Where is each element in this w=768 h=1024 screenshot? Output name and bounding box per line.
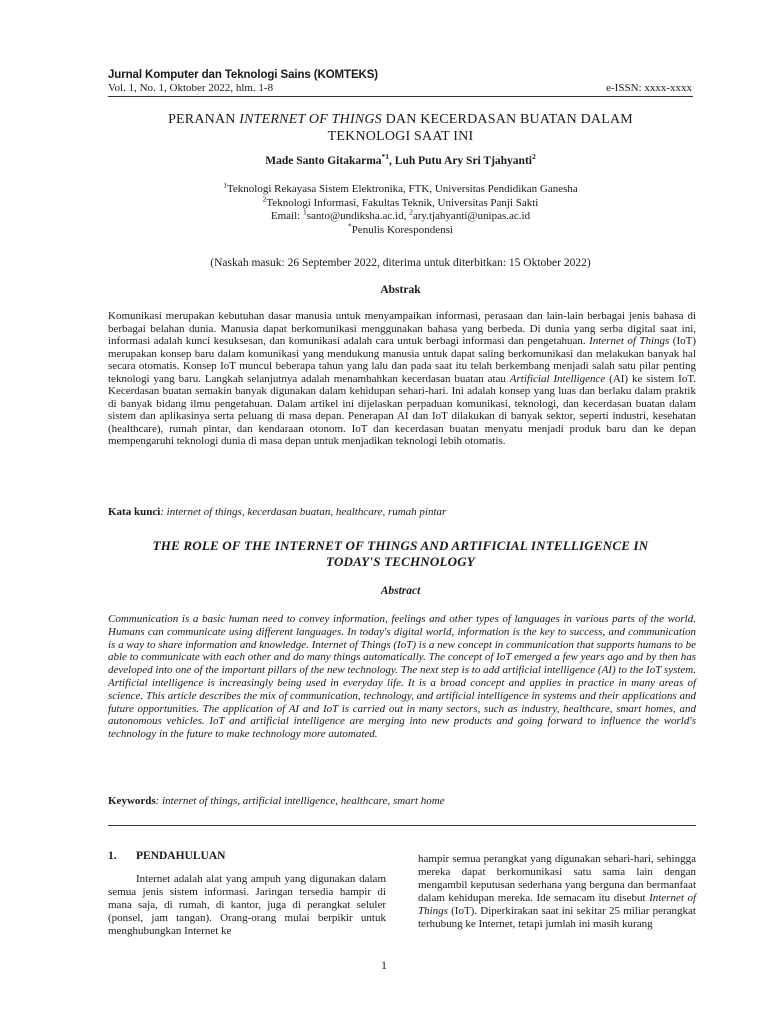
abstract-body: Communication is a basic human need to convey information, feelings and other types of languages in various parts of the world. Humans can communicate using different languages. In today's digital world, information is the key to success, and communication is a way to share information and knowledge. Internet of Things (IoT) is a new concept in communication that supports humans to be able to communicate with each other and do many things automatically. The concept of IoT emerged a few years ago and by then has developed into one of the important pillars of the new technology. The next step is to add artificial intelligence (AI) to the IoT system. Artificial intelligence is increasingly being used in everyday life. It is a broad concept and applies in practice in many areas of science. This article describes the mix of communication, technology, and artificial intelligence in systems and their applications and future opportunities. The application of AI and IoT is carried out in many sectors, such as industry, healthcare, smart homes, and autonomous vehicles. IoT and artificial intelligence are merging into new products and going forward to influence the world's technology in the future to make technology more automated. <box>108 613 696 741</box>
column-right <box>418 853 696 931</box>
journal-name: Jurnal Komputer dan Teknologi Sains (KOMTEKS) <box>108 69 379 81</box>
title-part3: DAN KECERDASAN BUATAN DALAM <box>381 112 633 127</box>
title-line2: TEKNOLOGI SAAT INI <box>327 129 474 144</box>
section-heading <box>108 850 386 863</box>
email-1-sup: 1 <box>302 207 307 217</box>
paper-title <box>108 111 693 145</box>
abstrak-text-2: Internet of Things <box>589 335 670 347</box>
column-left <box>108 850 386 938</box>
section-number: 1. <box>108 850 117 862</box>
affiliation-1-sup: 1 <box>223 180 227 190</box>
affiliations <box>108 180 693 237</box>
email-1[interactable]: santo@undiksha.ac.id, <box>306 210 410 222</box>
author-separator: , <box>389 155 395 167</box>
abstrak-text-5: (AI) ke sistem IoT. Kecerdasan buatan semakin banyak digunakan dalam kehidupan sehari-hari. Ini adalah konsep yang luas dan berlaku dalam praktik di banyak bidang ilmu pengetahuan. Dalam artikel ini dijelaskan perpaduan komunikasi, teknologi, dan kecerdasan buatan dalam sistem dan aplikasinya serta peluang di masa depan. Penerapan AI dan IoT dilakukan di banyak sektor, seperti industri, kesehatan (healthcare), rumah pintar, dan kendaraan otonom. IoT dan kecerdasan buatan menyatu menjadi produk baru dan ke depan mempengaruhi teknologi dunia di masa depan untuk menjadikan teknologi lebih otomatis. <box>108 372 696 447</box>
section-title: PENDAHULUAN <box>136 850 226 862</box>
english-title-line1: THE ROLE OF THE INTERNET OF THINGS AND ARTIFICIAL INTELLIGENCE IN <box>152 538 649 553</box>
abstrak-text-4: Artificial Intelligence <box>509 372 606 385</box>
abstrak-text-1: Komunikasi merupakan kebutuhan dasar manusia untuk menyampaikan informasi, perasaan dan lain-lain berbagai jenis bahasa di berbagai belahan dunia. Manusia dapat berkomunikasi menggunakan bahasa yang berbeda. Di dunia yang serba digital saat ini, informasi adalah kunci kesuksesan, dan komunikasi adalah cara untuk berbagi informasi dan pengetahuan. <box>108 310 696 347</box>
author-list <box>108 152 693 167</box>
keywords-en <box>108 795 445 807</box>
affiliation-2-text: Teknologi Informasi, Fakultas Teknik, Universitas Panji Sakti <box>266 196 539 209</box>
corresponding-sup: * <box>348 220 352 230</box>
abstrak-body <box>108 310 696 448</box>
abstrak-heading: Abstrak <box>380 284 421 296</box>
email-line <box>108 207 693 224</box>
title-part2: INTERNET OF THINGS <box>239 112 382 127</box>
paragraph-right-2: Internet of Things <box>418 892 696 917</box>
paragraph-left: Internet adalah alat yang ampuh yang digunakan dalam semua jenis sistem informasi. Jaringan tersedia hampir di mana saja, di rumah, di kantor, juga di perangkat seluler (ponsel, jam tangan). Orang-orang mulai berpikir untuk menghubungkan Internet ke <box>108 873 386 937</box>
corresponding-text: Penulis Korespondensi <box>351 223 453 236</box>
abstract-heading: Abstract <box>380 585 421 597</box>
keywords-en-values: : internet of things, artificial intelligence, healthcare, smart home <box>155 795 445 807</box>
affiliation-1-text: Teknologi Rekayasa Sistem Elektronika, FTK, Universitas Pendidikan Ganesha <box>226 183 578 195</box>
author-2-sup: 2 <box>531 152 536 162</box>
header-divider <box>108 96 693 97</box>
author-2: Luh Putu Ary Sri Tjahyanti <box>394 155 532 167</box>
affiliation-2-sup: 2 <box>262 193 267 203</box>
keywords-id-label: Kata kunci <box>108 506 161 518</box>
abstrak-text-3: (IoT) merupakan konsep baru dalam komunikasi yang mendukung manusia untuk dapat saling berkomunikasi dan melakukan banyak hal secara otomatis. Konsep IoT muncul beberapa tahun yang lalu dan pada saat itu telah berkembang menjadi salah satu pilar penting teknologi yang baru. Langkah selanjutnya adalah menambahkan kecerdasan buatan atau <box>108 335 696 385</box>
journal-issn: e-ISSN: xxxx-xxxx <box>606 82 692 94</box>
keywords-en-label: Keywords <box>108 795 156 807</box>
english-title-line2: TODAY'S TECHNOLOGY <box>326 553 475 569</box>
affiliation-1 <box>108 180 693 197</box>
corresponding-author <box>108 220 693 238</box>
email-2-sup: 2 <box>409 207 413 217</box>
email-2[interactable]: ary.tjahyanti@unipas.ac.id <box>412 210 531 222</box>
paragraph-right-1: hampir semua perangkat yang digunakan sehari-hari, sehingga mereka dapat berkomunikasi satu sama lain dengan mengambil keputusan sederhana yang berguna dan bermanfaat dalam kehidupan mereka. Ide semacam itu disebut <box>418 853 696 904</box>
title-part1: PERANAN <box>168 112 240 127</box>
page-number: 1 <box>381 958 387 972</box>
journal-volume: Vol. 1, No. 1, Oktober 2022, hlm. 1-8 <box>108 82 274 94</box>
keywords-id-values: : internet of things, kecerdasan buatan, healthcare, rumah pintar <box>160 506 447 518</box>
english-title <box>108 538 693 569</box>
author-1: Made Santo Gitakarma <box>265 155 382 167</box>
paragraph-right-3: (IoT). Diperkirakan saat ini sekitar 25 miliar perangkat terhubung ke Internet, tetapi jumlah ini masih kurang <box>418 905 696 930</box>
affiliation-2 <box>108 193 693 211</box>
section-divider <box>108 825 696 826</box>
author-1-sup: *1 <box>381 152 390 162</box>
submission-dates: (Naskah masuk: 26 September 2022, diterima untuk diterbitkan: 15 Oktober 2022) <box>210 257 591 269</box>
keywords-id <box>108 506 446 518</box>
email-label: Email: <box>270 210 303 222</box>
